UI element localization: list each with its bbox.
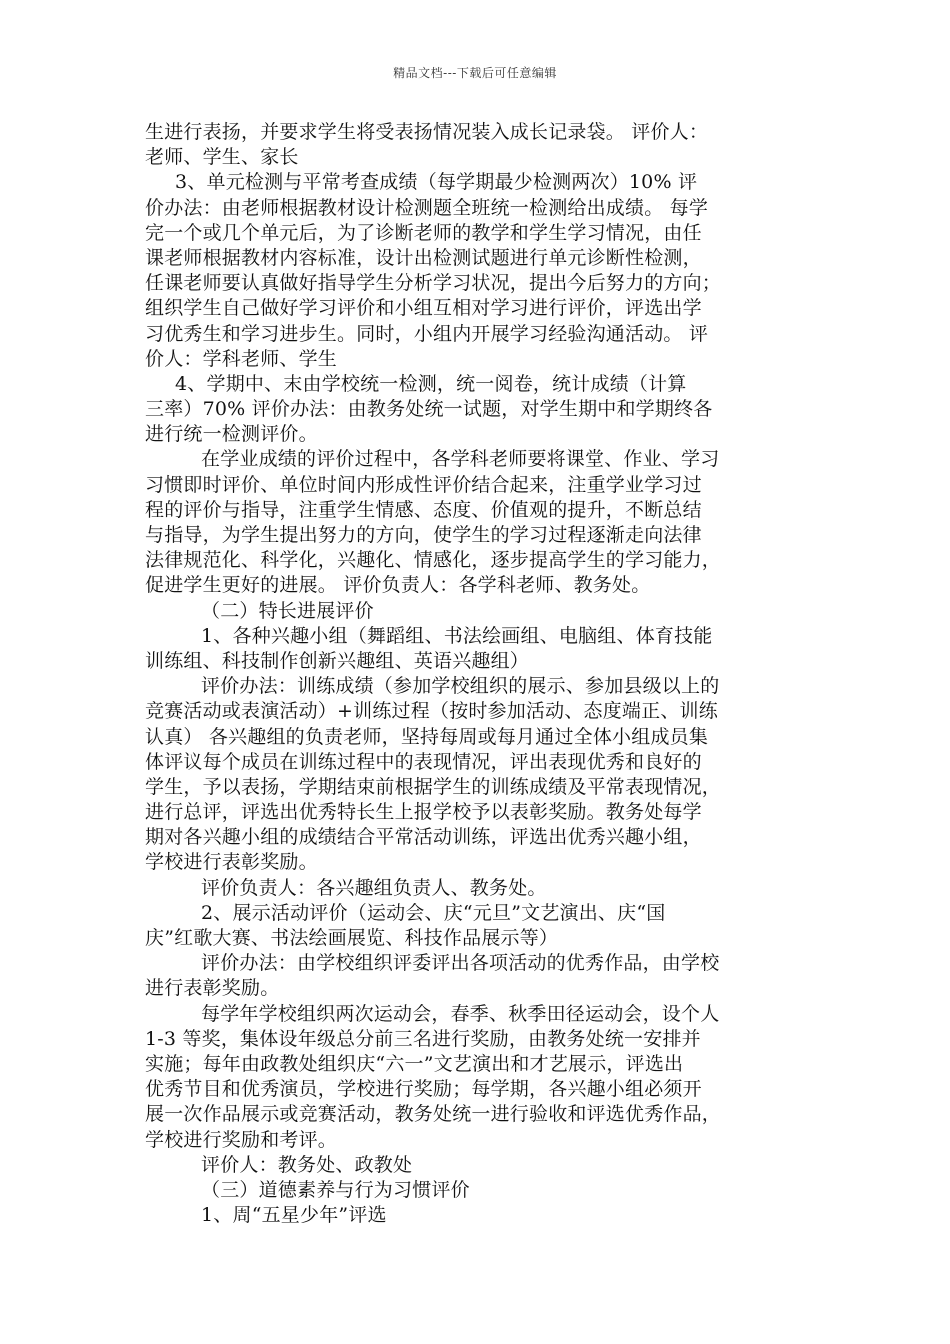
text-line: 任课老师要认真做好指导学生分析学习状况，提出今后努力的方向；: [145, 272, 722, 295]
text-line: 进行总评，评选出优秀特长生上报学校予以表彰奖励。教务处每学: [145, 801, 702, 824]
text-line: 习优秀生和学习进步生。同时，小组内开展学习经验沟通活动。 评: [145, 322, 709, 345]
text-line: 与指导，为学生提出努力的方向，使学生的学习过程逐渐走向法律: [145, 524, 702, 546]
text-line: 1、周“五星少年”评选: [201, 1204, 387, 1227]
text-line: 学校进行表彰奖励。: [145, 851, 318, 874]
text-line: 1-3 等奖，集体设年级总分前三名进行奖励，由教务处统一安排并: [145, 1027, 701, 1050]
text-line: 法律规范化、科学化，兴趣化、情感化，逐步提高学生的学习能力，: [145, 549, 722, 572]
section-heading: （三）道德素养与行为习惯评价: [201, 1178, 470, 1201]
text-line: 评价办法：由学校组织评委评出各项活动的优秀作品，由学校: [201, 952, 720, 975]
text-line: 评价办法：训练成绩（参加学校组织的展示、参加县级以上的: [201, 675, 720, 698]
text-line: 评价负责人：各兴趣组负责人、教务处。: [201, 876, 547, 899]
text-line: 课老师根据教材内容标准，设计出检测试题进行单元诊断性检测，: [145, 246, 702, 269]
text-line: 庆”红歌大赛、书法绘画展览、科技作品展示等）: [145, 927, 559, 949]
text-line: 每学年学校组织两次运动会，春季、秋季田径运动会，设个人: [201, 1002, 720, 1025]
text-line: 展一次作品展示或竞赛活动，教务处统一进行验收和评选优秀作品，: [145, 1103, 722, 1126]
text-line: 4、学期中、末由学校统一检测，统一阅卷，统计成绩（计算: [175, 372, 687, 395]
text-line: 优秀节目和优秀演员，学校进行奖励；每学期，各兴趣小组必须开: [145, 1078, 702, 1101]
text-line: 学校进行奖励和考评。: [145, 1128, 338, 1151]
text-line: 老师、学生、家长: [145, 146, 299, 169]
text-line: 完一个或几个单元后，为了诊断老师的教学和学生学习情况，由任: [145, 221, 702, 244]
section-heading: （二）特长进展评价: [201, 599, 374, 622]
text-line: 习惯即时评价、单位时间内形成性评价结合起来，注重学业学习过: [145, 473, 702, 496]
text-line: 进行表彰奖励。: [145, 977, 280, 1000]
text-line: 生进行表扬，并要求学生将受表扬情况装入成长记录袋。 评价人：: [145, 121, 709, 143]
text-line: 期对各兴趣小组的成绩结合平常活动训练，评选出优秀兴趣小组，: [145, 826, 702, 849]
text-line: 训练组、科技制作创新兴趣组、英语兴趣组）: [145, 649, 530, 672]
document-body: [145, 120, 810, 1228]
text-line: 竞赛活动或表演活动）+训练过程（按时参加活动、态度端正、训练: [145, 700, 718, 723]
text-line: 组织学生自己做好学习评价和小组互相对学习进行评价，评选出学: [145, 297, 702, 320]
text-line: 评价人：教务处、政教处: [201, 1153, 413, 1176]
text-line: 程的评价与指导，注重学生情感、态度、价值观的提升，不断总结: [145, 498, 702, 521]
text-line: 价办法：由老师根据教材设计检测题全班统一检测给出成绩。 每学: [145, 196, 709, 219]
text-line: 3、单元检测与平常考查成绩（每学期最少检测两次）10% 评: [175, 171, 698, 194]
text-line: 学生，予以表扬，学期结束前根据学生的训练成绩及平常表现情况，: [145, 775, 722, 798]
text-line: 促进学生更好的进展。 评价负责人：各学科老师、教务处。: [145, 574, 651, 597]
text-line: 认真） 各兴趣组的负责老师，坚持每周或每月通过全体小组成员集: [145, 725, 709, 748]
text-line: 1、各种兴趣小组（舞蹈组、书法绘画组、电脑组、体育技能: [201, 624, 713, 647]
text-line: 价人：学科老师、学生: [145, 347, 338, 370]
text-line: 三率）70% 评价办法：由教务处统一试题，对学生期中和学期终各: [145, 398, 713, 421]
text-line: 实施；每年由政教处组织庆“六一”文艺演出和才艺展示，评选出: [145, 1052, 684, 1075]
text-line: 在学业成绩的评价过程中，各学科老师要将课堂、作业、学习: [201, 448, 720, 471]
text-line: 体评议每个成员在训练过程中的表现情况，评出表现优秀和良好的: [145, 750, 702, 773]
text-line: 进行统一检测评价。: [145, 423, 318, 446]
text-line: 2、展示活动评价（运动会、庆“元旦”文艺演出、庆“国: [201, 901, 666, 924]
page-header: 精品文档---下载后可任意编辑: [393, 66, 557, 80]
